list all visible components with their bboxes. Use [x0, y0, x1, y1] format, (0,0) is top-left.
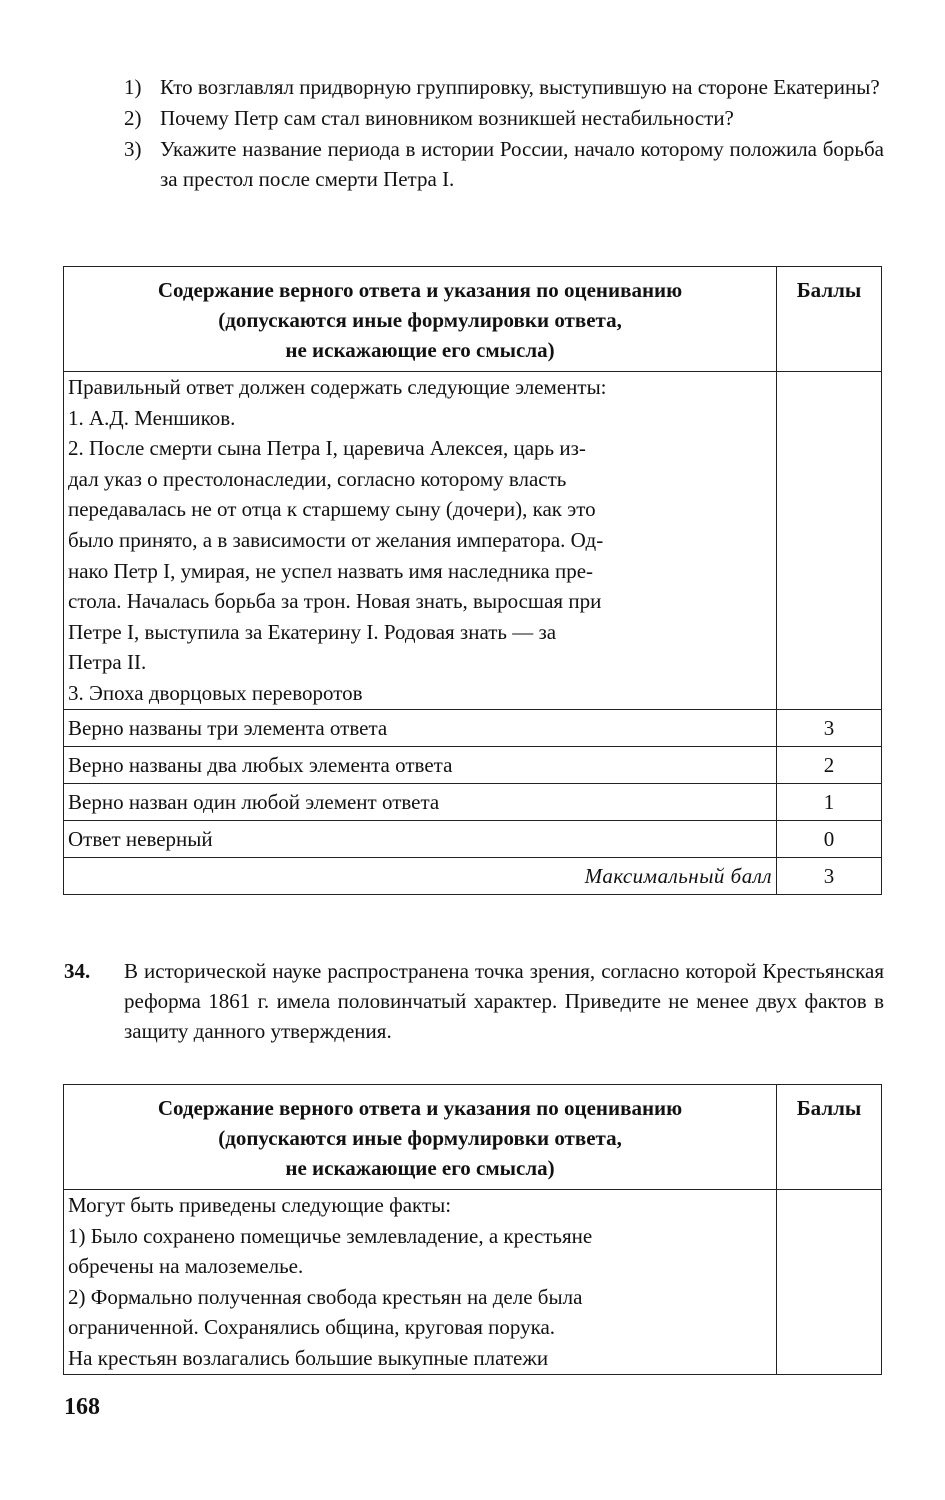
answer-line: На крестьян возлагались большие выкупные платежи [68, 1345, 549, 1370]
score-criterion: Верно названы два любых элемента ответа [64, 746, 777, 783]
score-row [64, 746, 882, 783]
header-line: Содержание верного ответа и указания по оцениванию [157, 1096, 683, 1120]
header-line: Содержание верного ответа и указания по оцениванию [157, 278, 683, 302]
answer-line: ограниченной. Сохранялись община, круговая порука. [68, 1315, 556, 1340]
rubric-header-row [64, 267, 882, 372]
question-item [124, 134, 884, 194]
answer-line: 1) Было сохранено помещичье землевладение, а крестьяне [68, 1223, 593, 1248]
header-line: не искажающие его смысла) [285, 338, 555, 362]
question-list [124, 72, 884, 195]
rubric-header-content [64, 1085, 777, 1190]
task-number: 34. [64, 959, 91, 983]
rubric-correct-answer [64, 1190, 777, 1375]
answer-line: стола. Началась борьба за трон. Новая знать, выросшая при [68, 589, 602, 614]
answer-line: 2) Формально полученная свобода крестьян на деле была [68, 1284, 583, 1309]
answer-rubric-table-34 [63, 1084, 882, 1375]
max-score-row [64, 857, 882, 894]
rubric-header-score: Баллы [777, 1085, 882, 1190]
answer-line: дал указ о престолонаследии, согласно которому власть [68, 466, 567, 491]
answer-line: Правильный ответ должен содержать следующие элементы: [68, 375, 607, 399]
answer-line: 1. А.Д. Меншиков. [68, 405, 236, 430]
task-text: В исторической науке распространена точка зрения, согласно которой Крестьянская реформа 1861 г. имела половинчатый характер. Приведите не менее двух фактов в защиту данного утверждения. [124, 959, 884, 1043]
answer-line: Могут быть приведены следующие факты: [68, 1193, 452, 1217]
rubric-correct-answer [64, 372, 777, 710]
header-line: (допускаются иные формулировки ответа, [218, 1126, 622, 1150]
question-number: 2) [124, 106, 142, 130]
rubric-empty-score [777, 1190, 882, 1375]
score-row [64, 820, 882, 857]
rubric-content-row [64, 372, 882, 710]
rubric-content-row [64, 1190, 882, 1375]
answer-line: передавалась не от отца к старшему сыну (дочери), как это [68, 497, 596, 522]
question-number: 1) [124, 75, 142, 99]
max-score-label: Максимальный балл [64, 857, 777, 894]
task-34 [64, 956, 884, 1046]
answer-line: 3. Эпоха дворцовых переворотов [68, 680, 363, 705]
score-criterion: Ответ неверный [64, 820, 777, 857]
question-text: Кто возглавлял придворную группировку, выступившую на стороне Екатерины? [160, 75, 880, 99]
answer-line: обречены на малоземелье. [68, 1254, 304, 1279]
answer-line: 2. После смерти сына Петра I, царевича Алексея, царь из- [68, 436, 586, 461]
question-item [124, 72, 884, 102]
score-value: 0 [777, 820, 882, 857]
header-line: (допускаются иные формулировки ответа, [218, 308, 622, 332]
answer-line: было принято, а в зависимости от желания императора. Од- [68, 527, 604, 552]
header-line: не искажающие его смысла) [285, 1156, 555, 1180]
page-number: 168 [64, 1394, 100, 1420]
score-value: 3 [777, 709, 882, 746]
answer-line: Петре I, выступила за Екатерину I. Родовая знать — за [68, 619, 557, 644]
score-row [64, 709, 882, 746]
question-text: Почему Петр сам стал виновником возникшей нестабильности? [160, 106, 734, 130]
score-criterion: Верно назван один любой элемент ответа [64, 783, 777, 820]
score-criterion: Верно названы три элемента ответа [64, 709, 777, 746]
score-value: 2 [777, 746, 882, 783]
rubric-header-row [64, 1085, 882, 1190]
answer-rubric-table-33 [63, 266, 882, 895]
rubric-empty-score [777, 372, 882, 710]
max-score-value: 3 [777, 857, 882, 894]
score-value: 1 [777, 783, 882, 820]
question-item [124, 103, 884, 133]
question-text: Укажите название периода в истории России, начало которому положила борьба за престол после смерти Петра I. [160, 137, 884, 191]
rubric-header-content [64, 267, 777, 372]
question-number: 3) [124, 137, 142, 161]
score-row [64, 783, 882, 820]
answer-line: нако Петр I, умирая, не успел назвать имя наследника пре- [68, 558, 594, 583]
rubric-header-score: Баллы [777, 267, 882, 372]
answer-line: Петра II. [68, 650, 147, 675]
